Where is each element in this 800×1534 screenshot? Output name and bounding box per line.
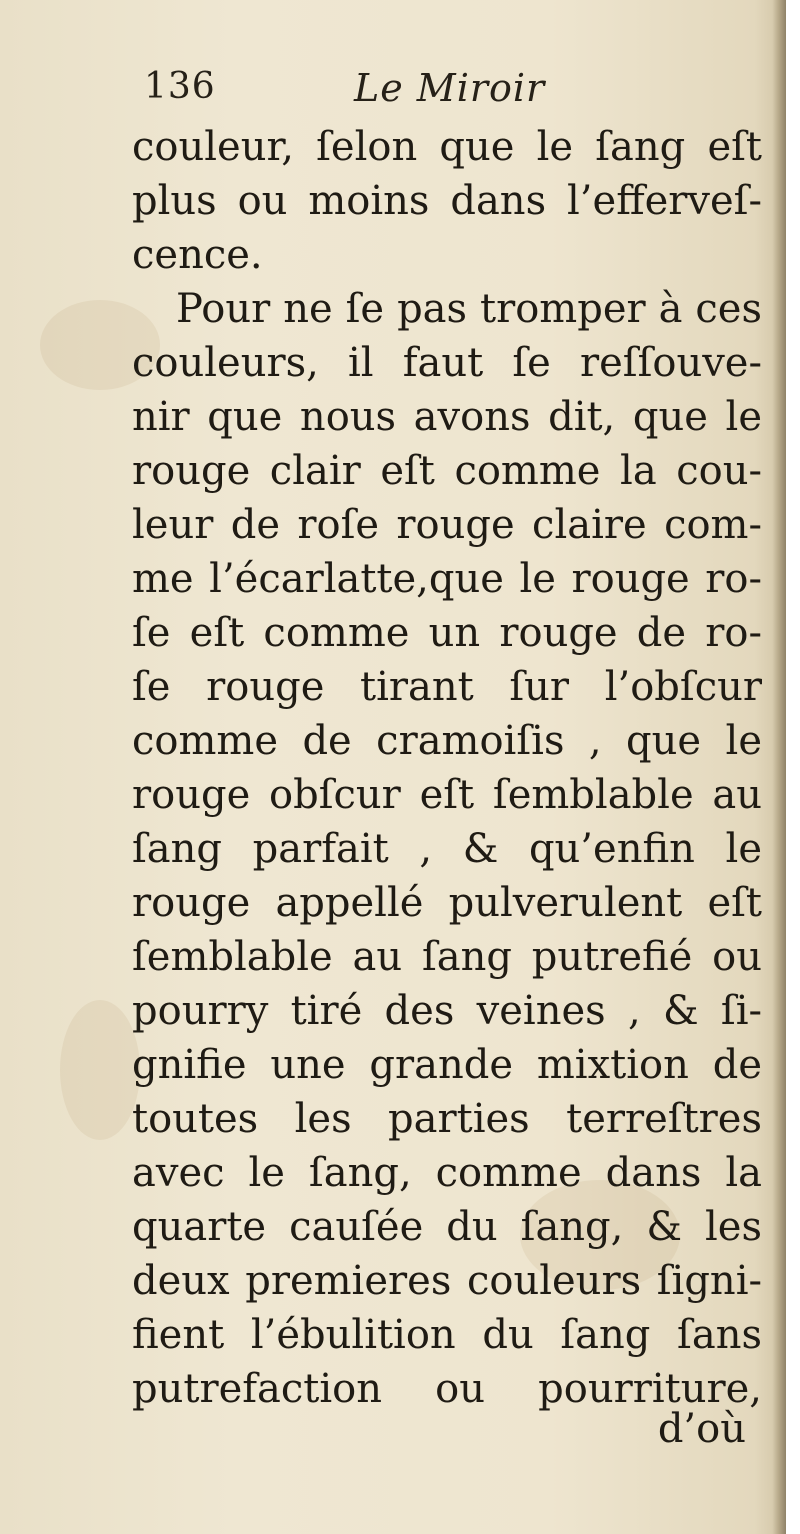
text-line: rouge clair eſt comme la cou- (132, 448, 762, 494)
text-line: ſemblable au ſang putrefié ou (132, 934, 762, 980)
text-line: comme de cramoiſis , que le (132, 718, 762, 764)
text-line: putrefaction ou pourriture, (132, 1366, 762, 1412)
text-line: Pour ne ſe pas tromper à ces (176, 286, 762, 332)
text-line: gnifie une grande mixtion de (132, 1042, 762, 1088)
text-line: plus ou moins dans l’efferveſ- (132, 178, 762, 224)
text-line: avec le ſang, comme dans la (132, 1150, 762, 1196)
body-text (132, 120, 762, 1416)
text-line: couleurs, il faut ſe reſſouve- (132, 340, 762, 386)
text-line: fient l’ébulition du ſang ſans (132, 1312, 762, 1358)
text-line: nir que nous avons dit, que le (132, 394, 762, 440)
paper-stain (60, 1000, 140, 1140)
catchword: d’où (657, 1406, 746, 1452)
text-line: toutes les parties terreſtres (132, 1096, 762, 1142)
text-line: deux premieres couleurs ſigni- (132, 1258, 762, 1304)
text-line: quarte cauſée du ſang, & les (132, 1204, 762, 1250)
text-line: ſe rouge tirant ſur l’obſcur (132, 664, 762, 710)
text-line: pourry tiré des veines , & ſi- (132, 988, 762, 1034)
text-line: rouge appellé pulverulent eſt (132, 880, 762, 926)
text-line: rouge obſcur eſt ſemblable au (132, 772, 762, 818)
text-line: ſe eſt comme un rouge de ro- (132, 610, 762, 656)
running-title: Le Miroir (354, 66, 546, 110)
text-line: leur de roſe rouge claire com- (132, 502, 762, 548)
text-line: me l’écarlatte,que le rouge ro- (132, 556, 762, 602)
running-head (144, 66, 704, 118)
page-number: 136 (144, 66, 216, 107)
text-line: cence. (132, 232, 263, 278)
text-line: ſang parfait , & qu’enfin le (132, 826, 762, 872)
text-line: couleur, ſelon que le ſang eſt (132, 124, 762, 170)
page-gutter-edge (772, 0, 786, 1534)
